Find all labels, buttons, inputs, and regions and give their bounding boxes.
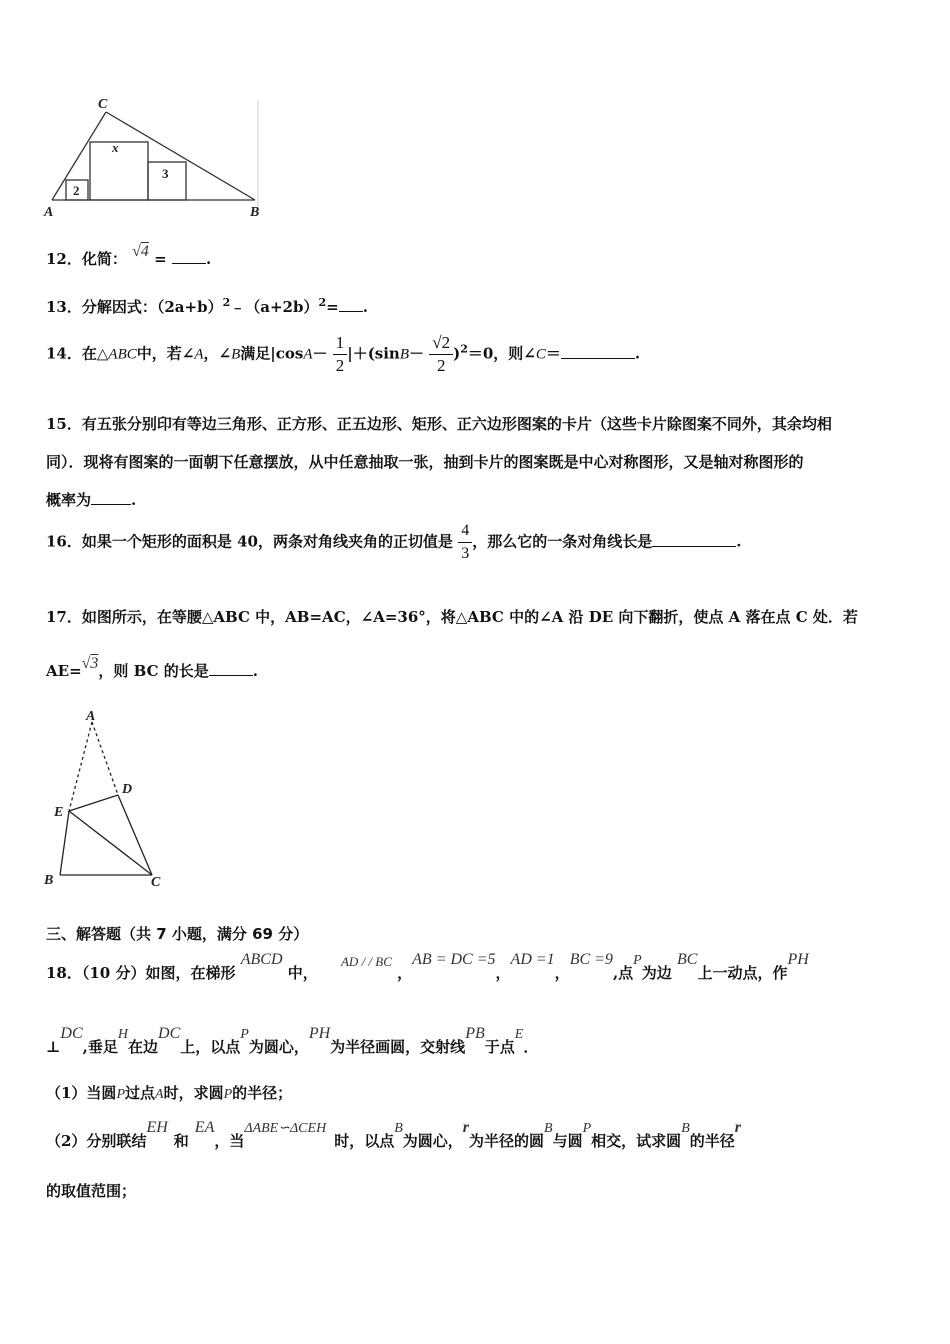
q17-answer-blank[interactable] [209, 661, 253, 676]
fig2-label-b: B [44, 873, 54, 888]
fig1-label-c: C [98, 97, 108, 112]
fig1-label-2: 2 [73, 183, 80, 198]
question-14: 14．在△ABC中，若∠A，∠B满足|cosA－ $\frac{1}{2}$ |＋(sinB－ $\frac{√2}{2}$ )$^2$＝0，则∠C＝ . [46, 333, 641, 375]
question-18-part2: （2）分别联结EH和EA，当ΔABE∽ΔCEH时，以点B为圆心，r为半径的圆B与圆P相交，试求圆B的半径r [46, 1119, 741, 1150]
question-18-part2-line2: 的取值范围； [46, 1182, 137, 1200]
q12-text: 12．化简： [46, 250, 127, 268]
fig2-segment-ec [69, 811, 152, 875]
figure-folded-triangle [40, 708, 180, 893]
fig1-label-a: A [44, 205, 54, 220]
fig2-label-e: E [54, 805, 64, 820]
q13-mid: ﹣（a+2b） [230, 298, 319, 316]
question-18-line1: 18．（10 分）如图，在梯形 ABCD 中， AD / / BC ，AB = DC =5，AD =1，BC =9,点P为边 BC上一动点，作PH [46, 951, 809, 982]
question-12: 12．化简： √4 = . [46, 243, 212, 268]
fig2-fold-ed [69, 795, 118, 811]
question-13: 13．分解因式：$(2a+b)^2﹣(a+2b)^2=$ . [46, 296, 368, 316]
fig2-label-d: D [122, 782, 133, 797]
question-18-line2: ⊥DC,垂足H在边DC上，以点P为圆心，PH为半径画圆，交射线PB于点E． [46, 1025, 539, 1056]
fig1-square-x [90, 142, 148, 200]
question-16: 16．如果一个矩形的面积是 40，两条对角线夹角的正切值是 $\frac{4}{3}$ ，那么它的一条对角线长是 . [46, 520, 741, 565]
q12-sqrt: √4 [132, 243, 149, 260]
q16-fraction: $\frac{4}{3}$ [458, 520, 472, 565]
fig2-side-eb [60, 811, 69, 875]
question-15-line1: 15．有五张分别印有等边三角形、正方形、正五边形、矩形、正六边形图案的卡片（这些卡片除图案不同外，其余均相 [46, 415, 832, 433]
fig1-label-x: x [112, 140, 119, 155]
q15-answer-blank[interactable] [91, 490, 131, 505]
section-3-heading: 三、解答题（共 7 小题，满分 69 分） [46, 925, 309, 943]
question-15-line2: 同）．现将有图案的一面朝下任意摆放，从中任意抽取一张，抽到卡片的图案既是中心对称图形，又是轴对称图形的 [46, 453, 804, 471]
fig1-label-3: 3 [162, 166, 169, 181]
q14-answer-blank[interactable] [561, 344, 635, 359]
fig2-label-c: C [151, 875, 161, 890]
fig2-dashed-ad [92, 722, 118, 795]
q13-text: 13．分解因式：（2a+b） [46, 298, 223, 316]
q14-fraction-half: $\frac{1}{2}$ [333, 332, 348, 377]
q16-answer-blank[interactable] [652, 532, 736, 547]
question-17-line1: 17．如图所示，在等腰△ABC 中，AB=AC，∠A=36°，将△ABC 中的∠A 沿 DE 向下翻折，使点 A 落在点 C 处．若 [46, 608, 858, 626]
fig1-side-cb [106, 112, 255, 200]
question-17-line2: AE=√3，则 BC 的长是 . [46, 655, 258, 680]
q17-sqrt: √3 [81, 655, 99, 672]
q12-answer-blank[interactable] [172, 249, 206, 264]
question-18-part1: （1）当圆P过点A时，求圆P的半径； [46, 1084, 293, 1102]
figure-squares-triangle [40, 92, 270, 227]
q12-eq: = [154, 250, 167, 268]
fig2-dashed-ae [69, 722, 92, 811]
fig1-label-b: B [250, 205, 260, 220]
q13-answer-blank[interactable] [339, 297, 363, 312]
fig2-side-dc [118, 795, 152, 875]
q14-fraction-sqrt2-half: $\frac{√2}{2}$ [429, 332, 453, 377]
question-15-line3: 概率为 . [46, 491, 137, 509]
fig2-label-a: A [86, 709, 96, 724]
